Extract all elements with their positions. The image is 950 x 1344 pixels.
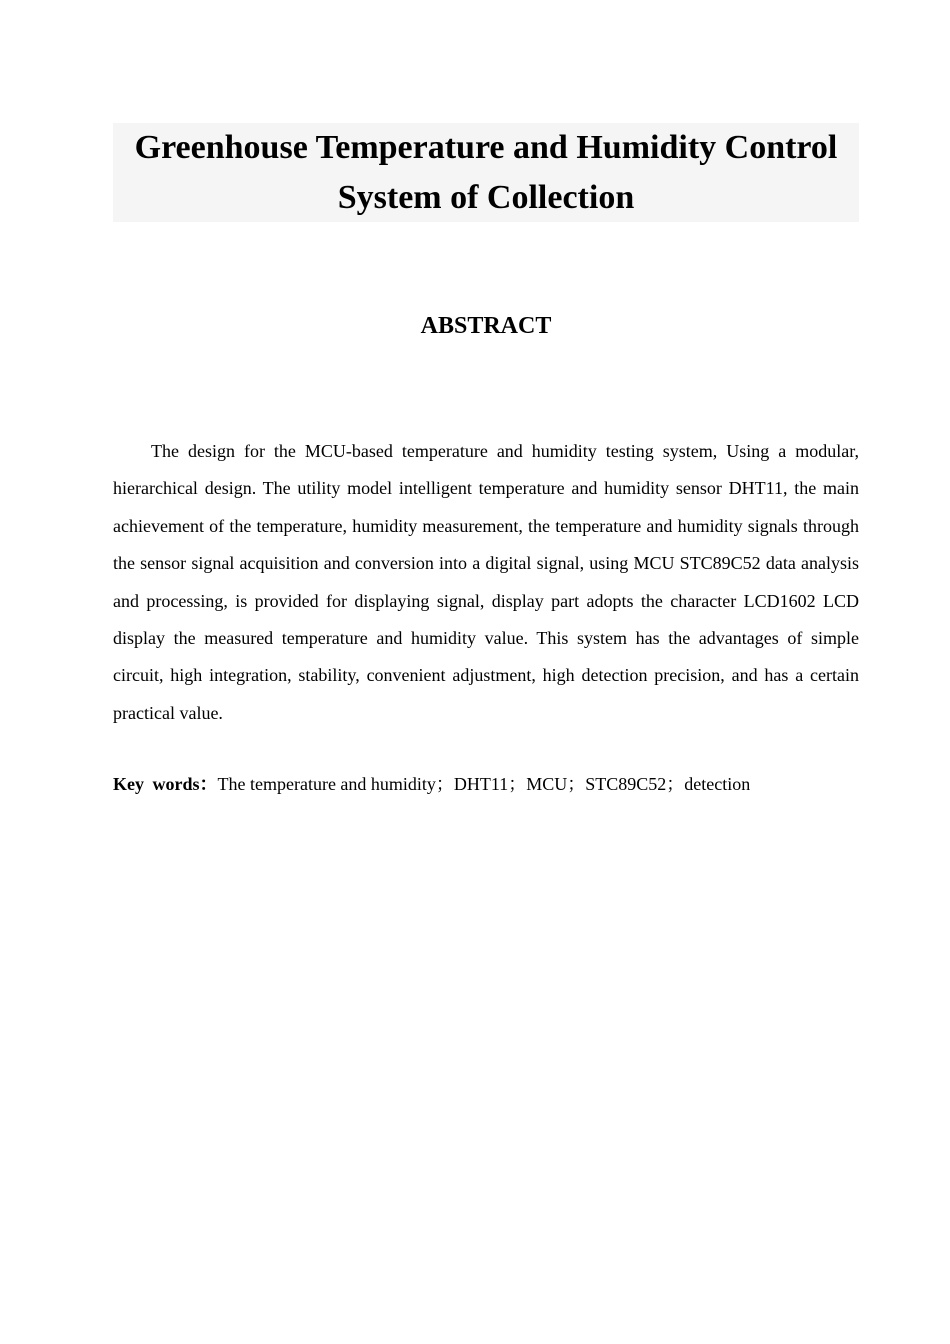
keywords-label: Key words：	[113, 774, 218, 794]
paper-title	[113, 123, 859, 222]
abstract-heading: ABSTRACT	[420, 313, 552, 339]
keywords-line	[113, 767, 859, 801]
abstract-paragraph: The design for the MCU-based temperature and humidity testing system, Using a modular, hierarchical design. The utility model intelligent temperature and humidity sensor DHT11, the main achievement of the temperature, humidity measurement, the temperature and humidity signals through the sensor signal acquisition and conversion into a digital signal, using MCU STC89C52 data analysis and processing, is provided for displaying signal, display part adopts the character LCD1602 LCD display the measured temperature and humidity value. This system has the advantages of simple circuit, high integration, stability, convenient adjustment, high detection precision, and has a certain practical value.	[113, 441, 859, 723]
keywords-text: The temperature and humidity；DHT11；MCU；STC89C52；detection	[217, 774, 751, 794]
paper-title-line-2: System of Collection	[337, 179, 635, 216]
paper-title-line-1: Greenhouse Temperature and Humidity Control	[134, 129, 838, 166]
